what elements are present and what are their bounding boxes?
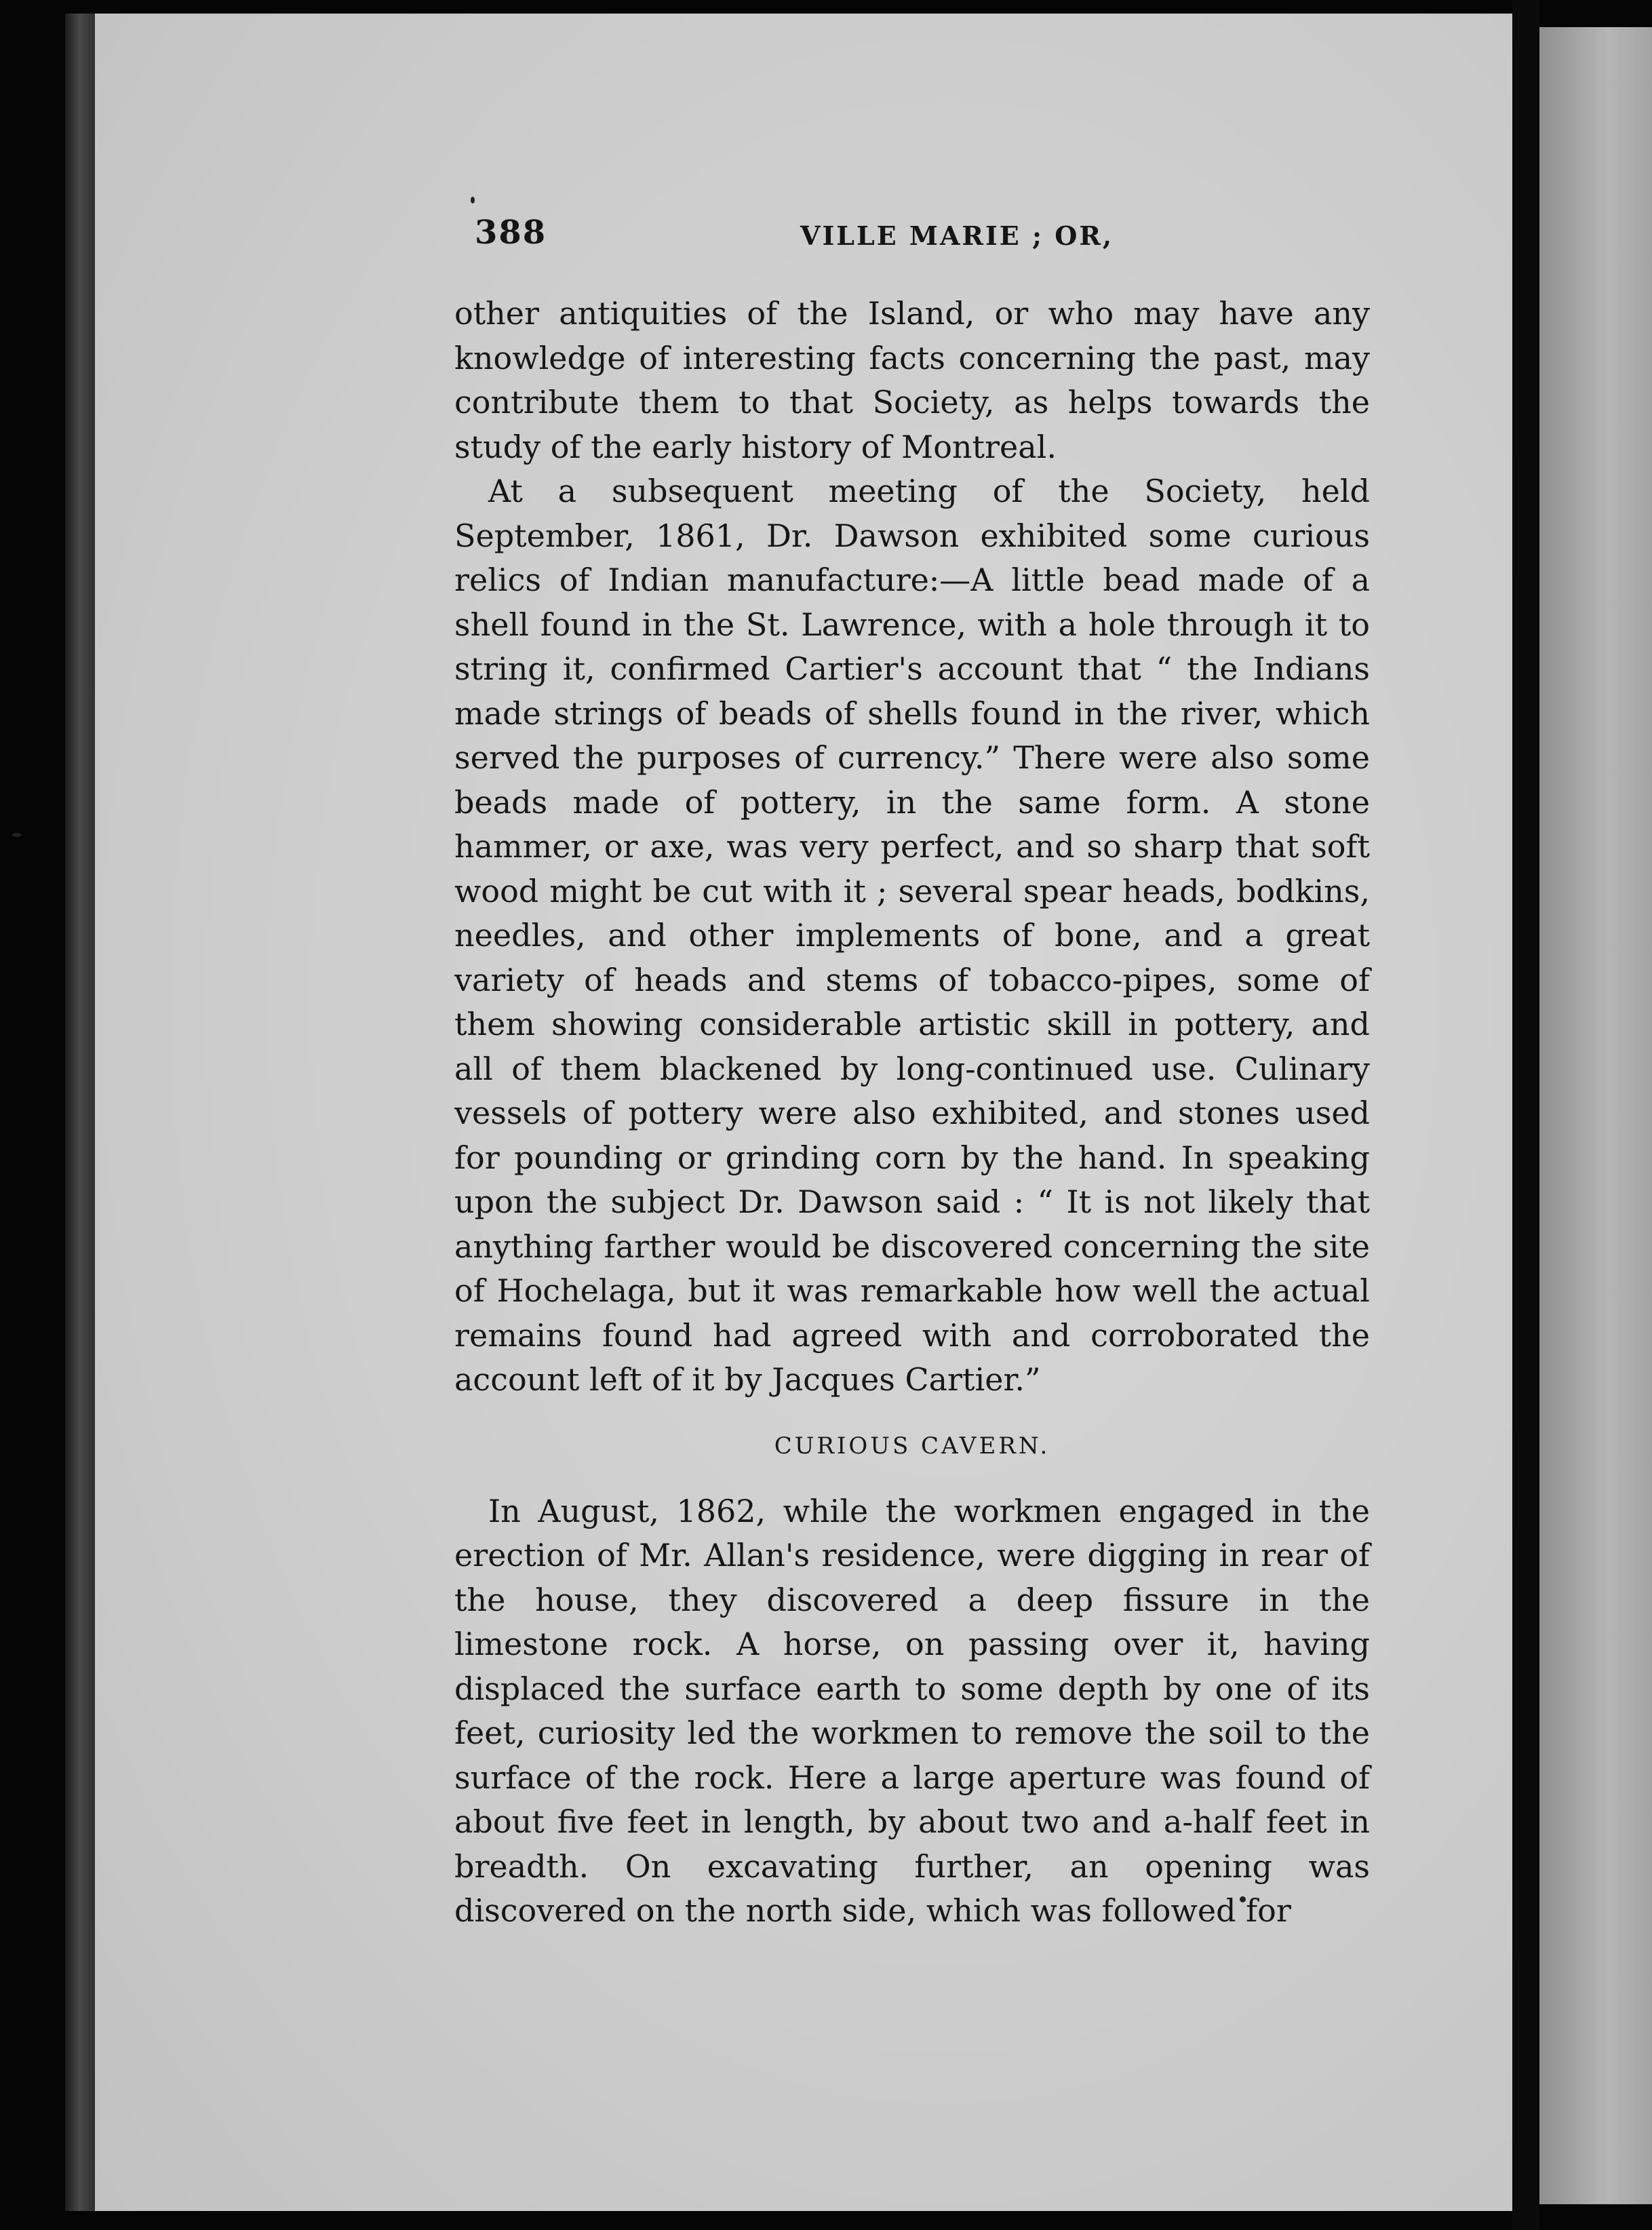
page-number: 388 [475,214,547,252]
dust-speck [12,833,22,837]
section-heading: CURIOUS CAVERN. [774,1432,1050,1460]
running-head [475,214,1377,268]
running-title: VILLE MARIE ; OR, [800,220,1114,251]
dust-speck [471,197,475,203]
facing-page-edge [1539,27,1652,2204]
paragraph-dawson-relics: At a subsequent meeting of the Society, held September, 1861, Dr. Dawson exhibited some curious relics of Indian manufacture:—A little bead made of a shell found in the St. Lawrence, with a hole through it to string it, confirmed Cartier's account that “ the Indians made strings of beads of shells found in the river, which served the purposes of currency.” There were also some beads made of pottery, in the same form. A stone hammer, or axe, was very perfect, and so sharp that soft wood might be cut with it ; several spear heads, bodkins, needles, and other implements of bone, and a great variety of heads and stems of tobacco-pipes, some of them showing considerable artistic skill in pottery, and all of them blackened by long-continued use. Culinary vessels of pottery were also exhibited, and stones used for pounding or grinding corn by the hand. In speaking upon the subject Dr. Dawson said : “ It is not likely that anything farther would be discovered concerning the site of Hochelaga, but it was remarkable how well the actual remains found had agreed with and corroborated the account left of it by Jacques Cartier.” [454,473,1370,1398]
book-gutter [1512,0,1539,2230]
page-left-edge [65,14,98,2211]
paragraph-curious-cavern: In August, 1862, while the workmen engaged in the erection of Mr. Allan's residence, were digging in rear of the house, they discovered a deep fissure in the limestone rock. A horse, on passing over it, having displaced the surface earth to some depth by one of its feet, curiosity led the workmen to remove the soil to the surface of the rock. Here a large aperture was found of about five feet in length, by about two and a-half feet in breadth. On excavating further, an opening was discovered on the north side, which was followed for [454,1492,1370,1929]
body-text [454,292,1370,1934]
paragraph-continuation: other antiquities of the Island, or who may have any knowledge of interesting facts concerning the past, may contribute them to that Society, as helps towards the study of the early history of Montreal. [454,295,1370,465]
